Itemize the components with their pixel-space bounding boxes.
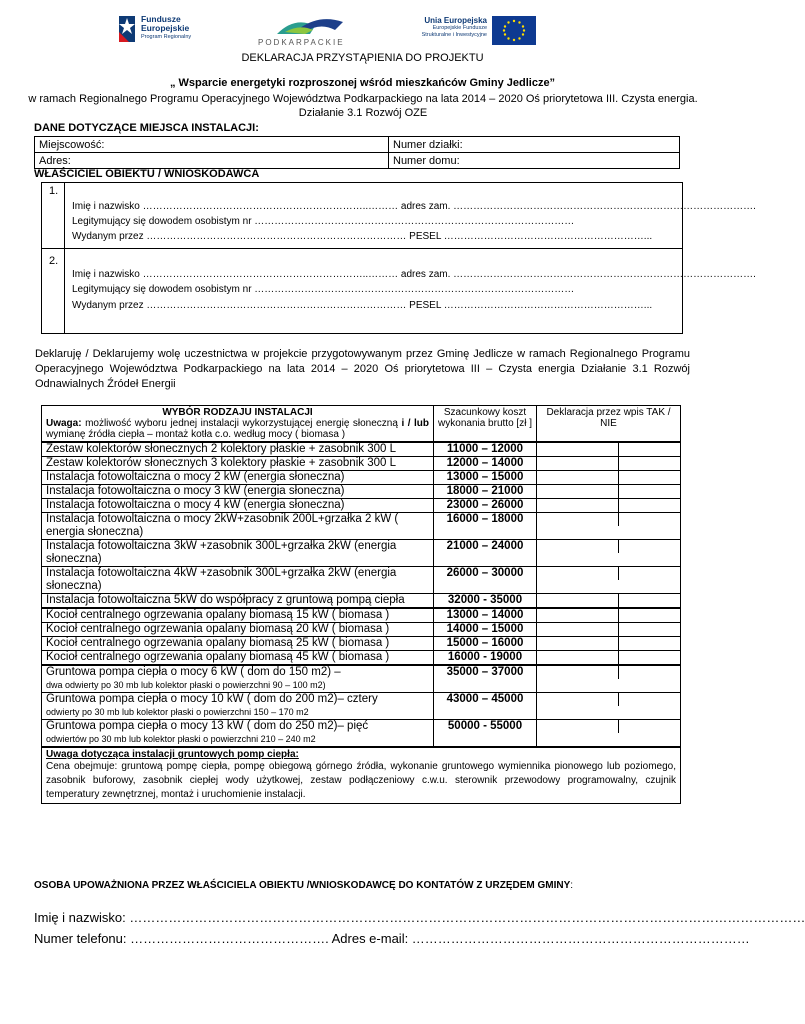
owner-2-name-line[interactable]: Imię i nazwisko …………………………………………………………..……… adres zam. ………………………………………………………………………………. [72,269,756,280]
installation-name-text: Instalacja fotowoltaiczna o mocy 4 kW (energia słoneczna) [46,499,345,511]
declaration-cell[interactable] [537,499,681,513]
declaration-cell[interactable] [537,693,681,720]
owner-2-number: 2. [49,255,59,267]
installation-price: 11000 – 12000 [434,442,537,457]
installation-name-text: Zestaw kolektorów słonecznych 3 kolektory płaskie + zasobnik 300 L [46,457,396,469]
installation-price: 14000 – 15000 [434,623,537,637]
installation-name-text: Instalacja fotowoltaiczna 3kW +zasobnik 300L+grzałka 2kW (energia słoneczna) [46,540,397,565]
installation-name [42,499,434,513]
declaration-cell[interactable] [537,594,681,609]
installation-name-text: Zestaw kolektorów słonecznych 2 kolektory płaskie + zasobnik 300 L [46,443,396,455]
installation-price: 16000 – 18000 [434,513,537,540]
installation-name [42,442,434,457]
note-title: Uwaga dotycząca instalacji gruntowych pomp ciepła: [46,749,299,760]
table-row [42,623,681,637]
ue-line1: Unia Europejska [424,16,487,25]
installation-name [42,567,434,594]
declaration-cell[interactable] [537,471,681,485]
table-row [42,608,681,623]
installation-price: 43000 – 45000 [434,693,537,720]
declaration-cell[interactable] [537,442,681,457]
col-cost-header: Szacunkowy koszt wykonania brutto [zł ] [434,406,537,443]
installation-name [42,540,434,567]
installation-price: 23000 – 26000 [434,499,537,513]
installation-name-text: Instalacja fotowoltaiczna o mocy 3 kW (energia słoneczna) [46,485,345,497]
installation-sub-text: dwa odwierty po 30 mb lub kolektor płaski o powierzchni 90 – 100 m2) [46,680,326,690]
declaration-cell[interactable] [537,485,681,499]
installation-price: 35000 – 37000 [434,665,537,693]
ue-logo [415,14,537,48]
installation-name-text: Kocioł centralnego ogrzewania opalany biomasą 25 kW ( biomasa ) [46,637,390,649]
contact-name-line[interactable]: Imię i nazwisko: ………………………………………………………………………………………………………………………………………… [34,910,805,925]
owner-2-issuer-line[interactable]: Wydanym przez …………………………………………………………………… PESEL ……………………………………………………... [72,300,653,311]
installation-name-text: Kocioł centralnego ogrzewania opalany biomasą 45 kW ( biomasa ) [46,651,390,663]
table-row [42,637,681,651]
table-row [42,567,681,594]
installation-name [42,665,434,693]
declaration-cell[interactable] [537,567,681,594]
declaration-text: Deklaruję / Deklarujemy wolę uczestnictwa w projekcie przygotowywanym przez Gminę Jedlicze w ramach Regionalnego Programu Operacyjnego Województwa Podkarpackiego na lata 2014 – 2020 Oś priorytetowa III – Czysta energia Działanie 3.1 Rozwój Odnawialnych Źródeł Energii [35,348,690,390]
col-installation-header [42,406,434,443]
installation-name [42,651,434,666]
table-row [42,442,681,457]
fe-line3: Program Regionalny [141,34,192,40]
table-row [42,457,681,471]
table-row [42,651,681,666]
declaration-cell[interactable] [537,513,681,540]
ue-line2: Europejskie Fundusze [432,25,487,31]
installation-price: 18000 – 21000 [434,485,537,499]
installation-price: 50000 - 55000 [434,720,537,748]
installation-price: 15000 – 16000 [434,637,537,651]
owner-1-id-line[interactable]: Legitymujący się dowodem osobistym nr …………………………………………………………………………………… [72,216,575,227]
installation-table [41,405,681,804]
contact-heading [34,880,573,891]
installation-name-text: Gruntowa pompa ciepła o mocy 6 kW ( dom do 150 m2) – [46,666,341,678]
declaration-cell[interactable] [537,457,681,471]
installation-sub-text: odwierty po 30 mb lub kolektor płaski o powierzchni 150 – 170 m2 [46,707,309,717]
installation-name [42,637,434,651]
installation-name [42,485,434,499]
fe-star-icon [117,14,137,44]
col-declaration-header: Deklaracja przez wpis TAK / NIE [537,406,681,443]
location-heading: DANE DOTYCZĄCE MIEJSCA INSTALACJI: [34,122,259,134]
contact-heading-text: OSOBA UPOWAŻNIONA PRZEZ WŁAŚCICIELA OBIEKTU /WNIOSKODAWCĘ DO KONTATÓW Z URZĘDEM GMINY [34,880,571,891]
table-row [42,513,681,540]
installation-price: 13000 – 15000 [434,471,537,485]
podkarpackie-logo [255,14,351,50]
note-text: Cena obejmuje: gruntową pompę ciepła, pompę obiegową górnego źródła, wykonanie gruntowego wymiennika pionowego lub poziomego, zasobnik buforowy, zasobnik ciepłej wody użytkowej, zestaw podłączeniowy c.w.u. sterownik przewodowy programowalny, czujnik temperatury zewnętrznej, montaż i uruchomienie instalacji. [46,761,676,800]
table-row [42,720,681,748]
installation-name [42,623,434,637]
fe-line2: Europejskie [141,23,190,33]
eu-flag-icon [492,16,536,45]
contact-phone-line[interactable]: Numer telefonu: ………………………………………. Adres e-mail: …………………………………………………………………… [34,931,750,946]
col1-note2: wymianę źródła ciepła – montaż kotła c.o. według mocy ( biomasa ) [46,429,346,440]
installation-name-text: Kocioł centralnego ogrzewania opalany biomasą 15 kW ( biomasa ) [46,609,390,621]
podkarpackie-wave-icon [275,14,345,36]
installation-name-text: Instalacja fotowoltaiczna 5kW do współpracy z gruntową pompą ciepła [46,594,405,606]
table-row [42,594,681,609]
fe-line1: Fundusze [141,14,181,24]
installation-name [42,720,434,748]
installation-name-text: Instalacja fotowoltaiczna 4kW +zasobnik 300L+grzałka 2kW (energia słoneczna) [46,567,397,592]
installation-price: 26000 – 30000 [434,567,537,594]
plot-label[interactable]: Numer działki: [389,137,680,153]
owner-box [41,182,756,334]
declaration-cell[interactable] [537,665,681,693]
location-table [34,136,680,169]
owner-1-number: 1. [49,185,59,197]
installation-name [42,693,434,720]
table-row [42,485,681,499]
installation-name [42,513,434,540]
installation-name [42,457,434,471]
document-title: DEKLARACJA PRZYSTĄPIENIA DO PROJEKTU [241,52,484,64]
installation-name-text: Instalacja fotowoltaiczna o mocy 2 kW (energia słoneczna) [46,471,345,483]
table-row [42,693,681,720]
installation-price: 12000 – 14000 [434,457,537,471]
col1-note-label: Uwaga: [46,418,82,429]
installation-sub-text: odwiertów po 30 mb lub kolektor płaski o powierzchni 210 – 240 m2 [46,734,316,744]
table-row [42,665,681,693]
city-label[interactable]: Miejscowość: [35,137,389,153]
declaration-cell[interactable] [537,540,681,567]
declaration-cell[interactable] [537,720,681,748]
installation-name [42,594,434,609]
declaration-cell[interactable] [537,651,681,666]
declaration-cell[interactable] [537,623,681,637]
installation-name [42,608,434,623]
installation-price: 32000 - 35000 [434,594,537,609]
table-row [42,540,681,567]
house-label[interactable]: Numer domu: [389,153,680,169]
installation-name-text: Gruntowa pompa ciepła o mocy 13 kW ( dom do 250 m2)– pięć [46,720,369,732]
ue-line3: Strukturalne i Inwestycyjne [421,31,487,38]
intro-text: w ramach Regionalnego Programu Operacyjnego Województwa Podkarpackiego na lata 2014 – 2020 Oś priorytetowa III. Czysta energia. Działanie 3.1 Rozwój OZE [28,93,698,119]
installation-name [42,471,434,485]
podkarpackie-text: PODKARPACKIE [258,38,345,47]
contact-heading-suffix: : [570,880,574,891]
table-row [42,471,681,485]
owner-1-issuer-line[interactable]: Wydanym przez …………………………………………………………………… PESEL ……………………………………………………... [72,231,653,242]
owner-1-name-line[interactable]: Imię i nazwisko …………………………………………………………..……… adres zam. ………………………………………………………………………………. [72,201,756,212]
project-title: „ Wsparcie energetyki rozproszonej wśród mieszkańców Gminy Jedlicze” [169,77,556,89]
fundusze-europejskie-logo [117,14,207,50]
table-row [42,499,681,513]
owner-heading: WŁAŚCICIEL OBIEKTU / WNIOSKODAWCA [34,168,260,180]
installation-price: 16000 - 19000 [434,651,537,666]
declaration-cell[interactable] [537,637,681,651]
col1-note-and-or: i / lub [401,418,430,429]
address-label[interactable]: Adres: [35,153,389,169]
installation-price: 13000 – 14000 [434,608,537,623]
installation-price: 21000 – 24000 [434,540,537,567]
installation-name-text: Gruntowa pompa ciepła o mocy 10 kW ( dom do 200 m2)– cztery [46,693,378,705]
declaration-cell[interactable] [537,608,681,623]
col1-note: możliwość wyboru jednej instalacji wykorzystującej energię słoneczną [81,418,402,429]
installation-name-text: Kocioł centralnego ogrzewania opalany biomasą 20 kW ( biomasa ) [46,623,390,635]
col1-title: WYBÓR RODZAJU INSTALACJI [162,407,313,418]
owner-2-id-line[interactable]: Legitymujący się dowodem osobistym nr …………………………………………………………………………………… [72,284,575,295]
installation-name-text: Instalacja fotowoltaiczna o mocy 2kW+zasobnik 200L+grzałka 2 kW ( energia słoneczna) [46,513,399,538]
